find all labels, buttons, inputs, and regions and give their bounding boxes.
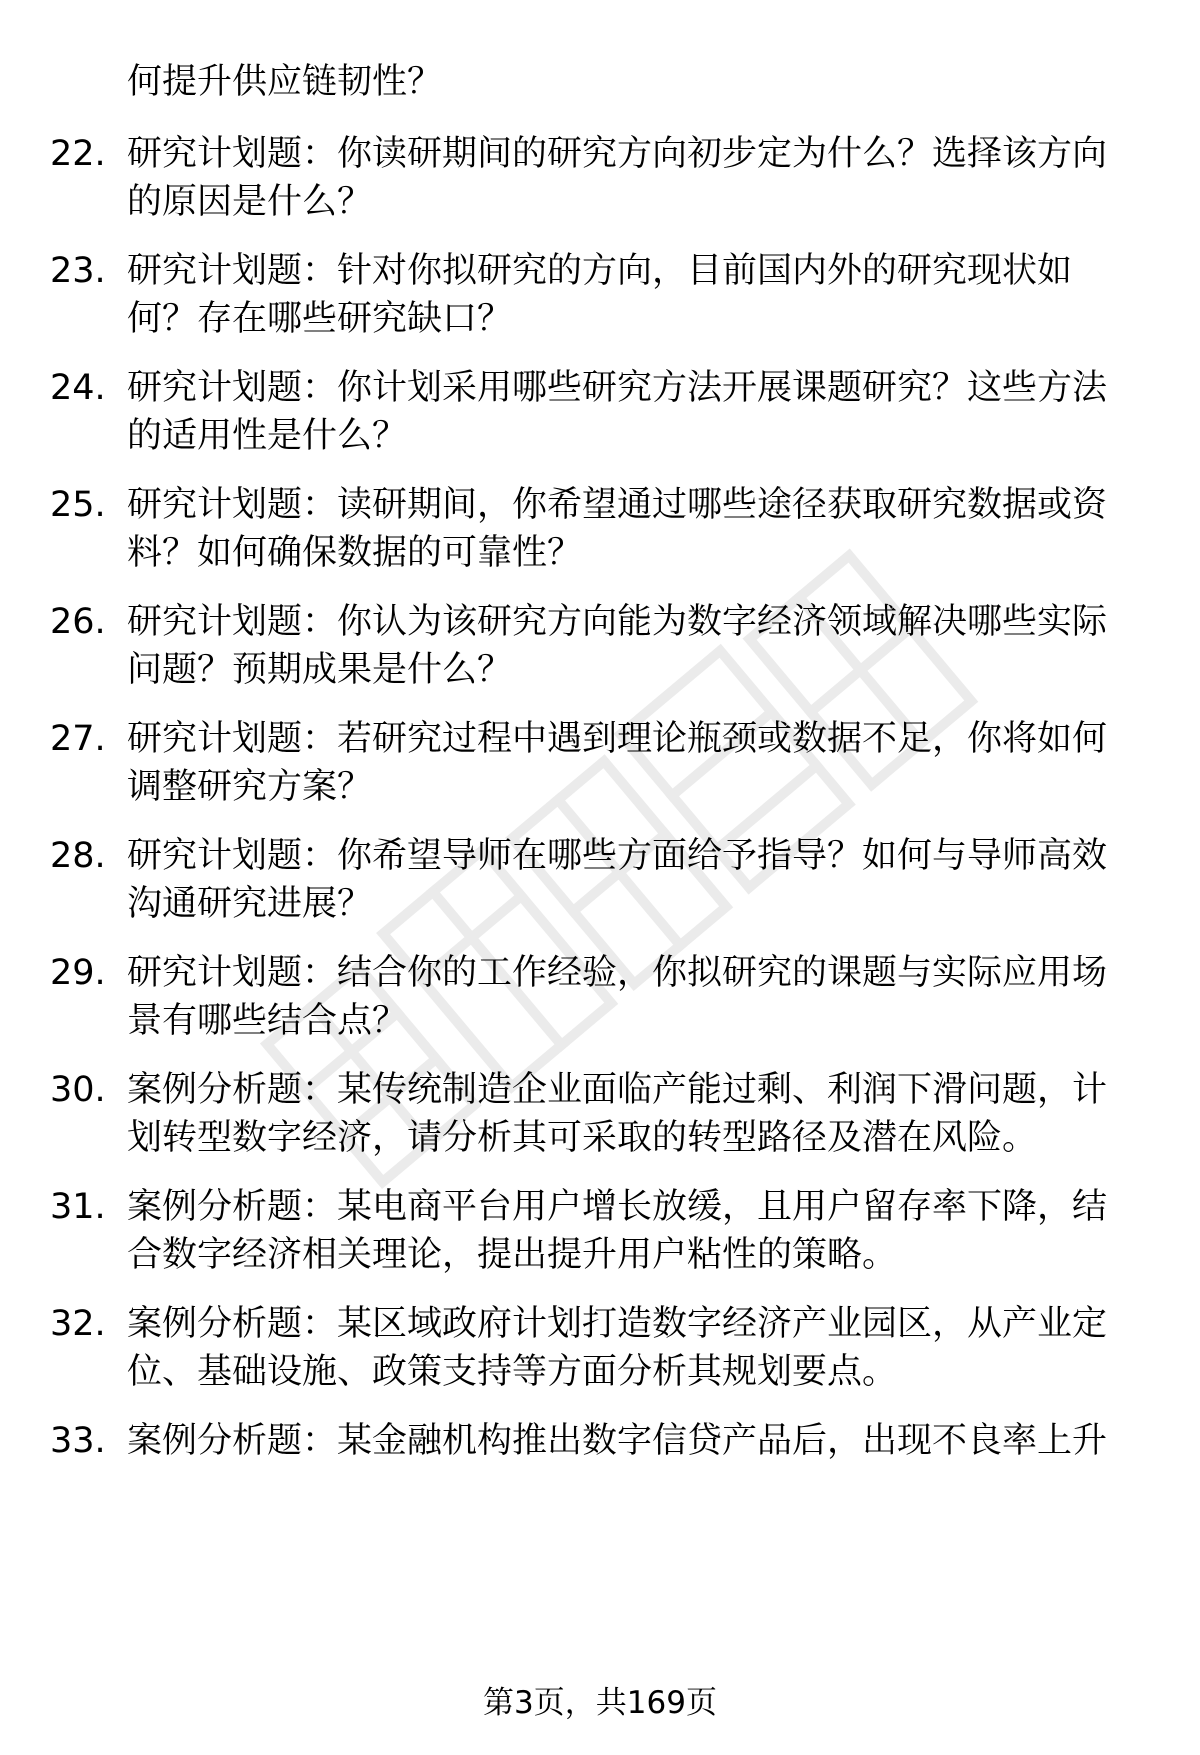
item-number: 33. xyxy=(50,1421,106,1461)
item-text: 研究计划题：你计划采用哪些研究方法开展课题研究？这些方法的适用性是什么？ xyxy=(127,368,1108,456)
item-number: 31. xyxy=(50,1187,106,1227)
continuation-line: 何提升供应链韧性？ xyxy=(127,62,443,102)
item-text: 研究计划题：若研究过程中遇到理论瓶颈或数据不足，你将如何调整研究方案？ xyxy=(127,719,1108,807)
item-text: 研究计划题：你读研期间的研究方向初步定为什么？选择该方向的原因是什么？ xyxy=(127,134,1108,222)
item-number: 32. xyxy=(50,1304,106,1344)
item-number: 30. xyxy=(50,1070,106,1110)
item-text: 研究计划题：针对你拟研究的方向，目前国内外的研究现状如何？存在哪些研究缺口？ xyxy=(127,251,1073,339)
item-text: 研究计划题：读研期间，你希望通过哪些途径获取研究数据或资料？如何确保数据的可靠性？ xyxy=(127,485,1108,573)
item-number: 26. xyxy=(50,602,106,642)
item-number: 23. xyxy=(50,251,106,291)
page-footer: 第3页，共169页 xyxy=(483,1685,717,1721)
item-number: 22. xyxy=(50,134,106,174)
item-text: 研究计划题：你认为该研究方向能为数字经济领域解决哪些实际问题？预期成果是什么？ xyxy=(127,602,1108,690)
item-number: 27. xyxy=(50,719,106,759)
item-text: 案例分析题：某金融机构推出数字信贷产品后，出现不良率上升 xyxy=(127,1421,1108,1461)
item-number: 28. xyxy=(50,836,106,876)
item-number: 25. xyxy=(50,485,106,525)
item-text: 案例分析题：某区域政府计划打造数字经济产业园区，从产业定位、基础设施、政策支持等方面分析其规划要点。 xyxy=(127,1304,1108,1392)
item-number: 29. xyxy=(50,953,106,993)
item-number: 24. xyxy=(50,368,106,408)
item-text: 案例分析题：某电商平台用户增长放缓，且用户留存率下降，结合数字经济相关理论，提出提升用户粘性的策略。 xyxy=(127,1187,1108,1275)
item-text: 研究计划题：结合你的工作经验，你拟研究的课题与实际应用场景有哪些结合点？ xyxy=(127,953,1108,1041)
item-text: 研究计划题：你希望导师在哪些方面给予指导？如何与导师高效沟通研究进展？ xyxy=(127,836,1108,924)
item-text: 案例分析题：某传统制造企业面临产能过剩、利润下滑问题，计划转型数字经济，请分析其可采取的转型路径及潜在风险。 xyxy=(127,1070,1108,1158)
